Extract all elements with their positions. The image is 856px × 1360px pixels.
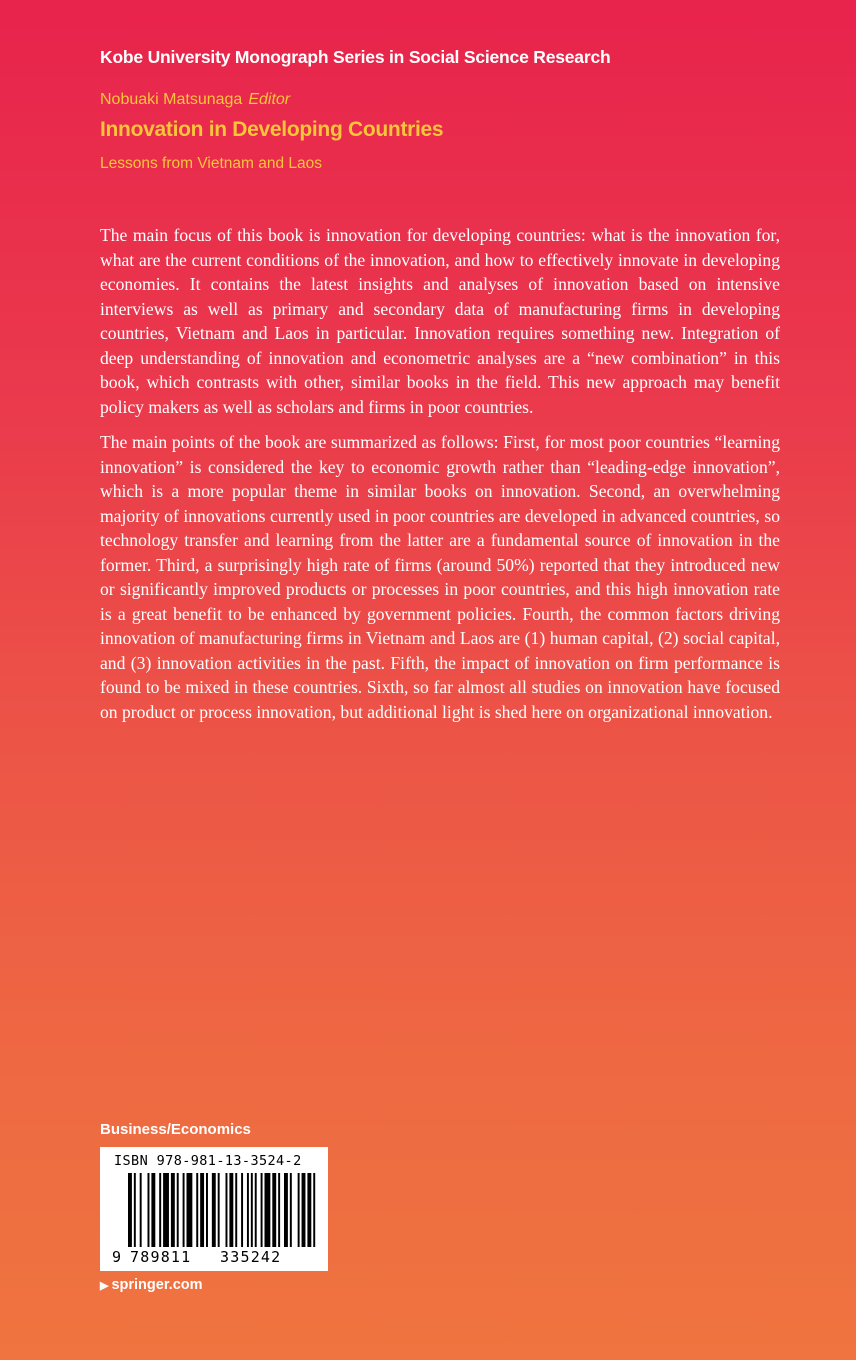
barcode-bar	[229, 1173, 233, 1247]
barcode-bar	[255, 1173, 257, 1247]
editor-line	[100, 91, 290, 109]
barcode-right-digits: 335242	[220, 1248, 282, 1265]
barcode-bar	[206, 1173, 208, 1247]
blurb-paragraph: The main points of the book are summarized as follows: First, for most poor countries “learning innovation” is considered the key to economic growth rather than “leading-edge innovation”, which is a more popular theme in similar books on innovation. Second, an overwhelming majority of innovations currently used in poor countries are developed in advanced countries, so technology transfer and learning from the latter are a fundamental source of innovation in the former. Third, a surprisingly high rate of firms (around 50%) reported that they introduced new or significantly improved products or processes in poor countries, and this high innovation rate is a great benefit to be enhanced by government policies. Fourth, the common factors driving innovation of manufacturing firms in Vietnam and Laos are (1) human capital, (2) social capital, and (3) innovation activities in the past. Fifth, the impact of innovation on firm performance is found to be mixed in these countries. Sixth, so far almost all studies on innovation have focused on product or process innovation, but additional light is shed here on organizational innovation.	[100, 432, 780, 722]
barcode-bars	[110, 1173, 318, 1265]
barcode-bar	[128, 1173, 132, 1247]
barcode-bar	[272, 1173, 276, 1247]
barcode-bar	[247, 1173, 249, 1247]
barcode-bar	[177, 1173, 179, 1247]
barcode-bar	[159, 1173, 161, 1247]
barcode-bar	[302, 1173, 306, 1247]
barcode-bar	[140, 1173, 142, 1247]
barcode-bar	[313, 1173, 315, 1247]
blurb	[100, 223, 780, 735]
barcode-bar	[251, 1173, 253, 1247]
barcode-bar	[290, 1173, 292, 1247]
barcode-left-digits: 789811	[130, 1248, 192, 1265]
barcode-bar	[298, 1173, 300, 1247]
editor-role: Editor	[248, 91, 291, 108]
barcode-bar	[241, 1173, 243, 1247]
barcode-bar	[278, 1173, 280, 1247]
barcode-bar	[218, 1173, 220, 1247]
barcode-bar	[265, 1173, 271, 1247]
book-title: Innovation in Developing Countries	[100, 118, 444, 141]
barcode-bar	[171, 1173, 175, 1247]
barcode-first-digit: 9	[112, 1248, 122, 1265]
barcode-bar	[151, 1173, 155, 1247]
isbn-label: ISBN 978-981-13-3524-2	[114, 1153, 302, 1169]
book-subtitle: Lessons from Vietnam and Laos	[100, 155, 323, 172]
isbn-barcode	[100, 1147, 328, 1271]
barcode-bar	[284, 1173, 288, 1247]
barcode-bar	[187, 1173, 193, 1247]
barcode-bar	[212, 1173, 216, 1247]
barcode-bar	[226, 1173, 228, 1247]
editor-name: Nobuaki Matsunaga	[100, 91, 243, 108]
barcode-bar	[261, 1173, 263, 1247]
publisher-link-text: springer.com	[111, 1277, 203, 1293]
arrow-right-icon: ▶	[100, 1280, 109, 1292]
barcode-bar	[196, 1173, 198, 1247]
barcode-bar	[307, 1173, 311, 1247]
barcode-bar	[183, 1173, 185, 1247]
barcode-bar	[163, 1173, 169, 1247]
barcode-bar	[134, 1173, 136, 1247]
barcode-bar	[148, 1173, 150, 1247]
barcode-bar	[235, 1173, 237, 1247]
publisher-link[interactable]	[100, 1277, 203, 1293]
subject-category: Business/Economics	[100, 1121, 251, 1138]
blurb-paragraph: The main focus of this book is innovation for developing countries: what is the innovation for, what are the current conditions of the innovation, and how to effectively innovate in developing economies. It contains the latest insights and analyses of innovation based on intensive interviews as well as primary and secondary data of manufacturing firms in developing countries, Vietnam and Laos in particular. Innovation requires something new. Integration of deep understanding of innovation and econometric analyses are a “new combination” in this book, which contrasts with other, similar books in the field. This new approach may benefit policy makers as well as scholars and firms in poor countries.	[100, 225, 780, 417]
series-title: Kobe University Monograph Series in Social Science Research	[100, 47, 611, 67]
barcode-bar	[200, 1173, 204, 1247]
